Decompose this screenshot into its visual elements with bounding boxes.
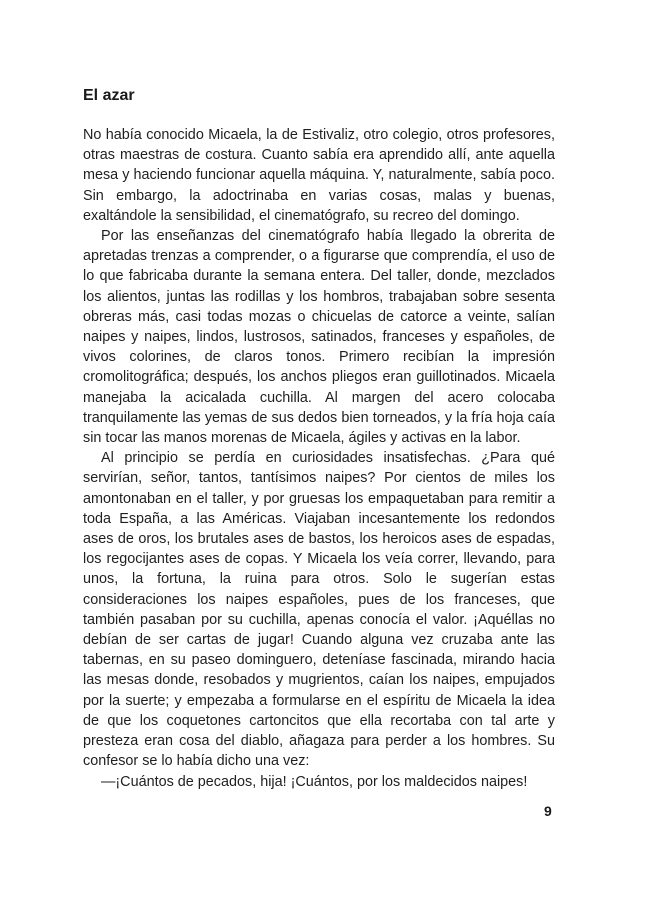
paragraph-1: No había conocido Micaela, la de Estivaliz, otro colegio, otros profesores, otras maestras de costura. Cuanto sabía era aprendido allí, ante aquella mesa y haciendo funcionar aquella máquina. Y, naturalmente, sabía poco. Sin embargo, la adoctrinaba en varias cosas, malas y buenas, exaltándole la sensibilidad, el cinematógrafo, su recreo del domingo. [83,127,555,224]
dialogue-line: —¡Cuántos de pecados, hija! ¡Cuántos, por los maldecidos naipes! [101,773,528,790]
chapter-title: El azar [83,87,135,104]
page-number: 9 [544,803,552,819]
paragraph-2: Por las enseñanzas del cinematógrafo había llegado la obrerita de apretadas trenzas a comprender, o a figurarse que comprendía, el uso de lo que fabricaba durante la semana entera. Del taller, donde, mezclados los alientos, juntas las rodillas y los hombros, trabajaban sobre sesenta obreras más, casi todas mozas o chicuelas de catorce a veinte, salían naipes y naipes, lindos, lustrosos, satinados, franceses y españoles, de vivos colorines, de claros tonos. Primero recibían la impresión cromolitográfica; después, los anchos pliegos eran guillotinados. Micaela manejaba la acicalada cuchilla. Al margen del acero colocaba tranquilamente las yemas de sus dedos bien torneados, y la fría hoja caía sin tocar las manos morenas de Micaela, ágiles y activas en la labor. [83,228,555,447]
paragraph-3: Al principio se perdía en curiosidades insatisfechas. ¿Para qué servirían, señor, tantos, tantísimos naipes? Por cientos de miles los amontonaban en el taller, y por gruesas los empaquetaban para remitir a toda España, a las Américas. Viajaban incesantemente los redondos ases de oros, los brutales ases de bastos, los heroicos ases de espadas, los regocijantes ases de copas. Y Micaela los veía correr, llevando, para unos, la fortuna, la ruina para otros. Solo le sugerían estas consideraciones los naipes españoles, pues de los franceses, que también pasaban por su cuchilla, apenas conocía el valor. ¡Aquéllas no debían de ser cartas de jugar! Cuando alguna vez cruzaba ante las tabernas, en su paseo dominguero, deteníase fascinada, mirando hacia las mesas donde, resobados y mugrientos, caían los naipes, empujados por la suerte; y empezaba a formularse en el espíritu de Micaela la idea de que los coquetones cartoncitos que ella recortaba con tal arte y presteza eran cosa del diablo, añagaza para perder a los hombres. Su confesor se lo había dicho una vez: [83,450,555,770]
chapter-body [83,125,555,792]
